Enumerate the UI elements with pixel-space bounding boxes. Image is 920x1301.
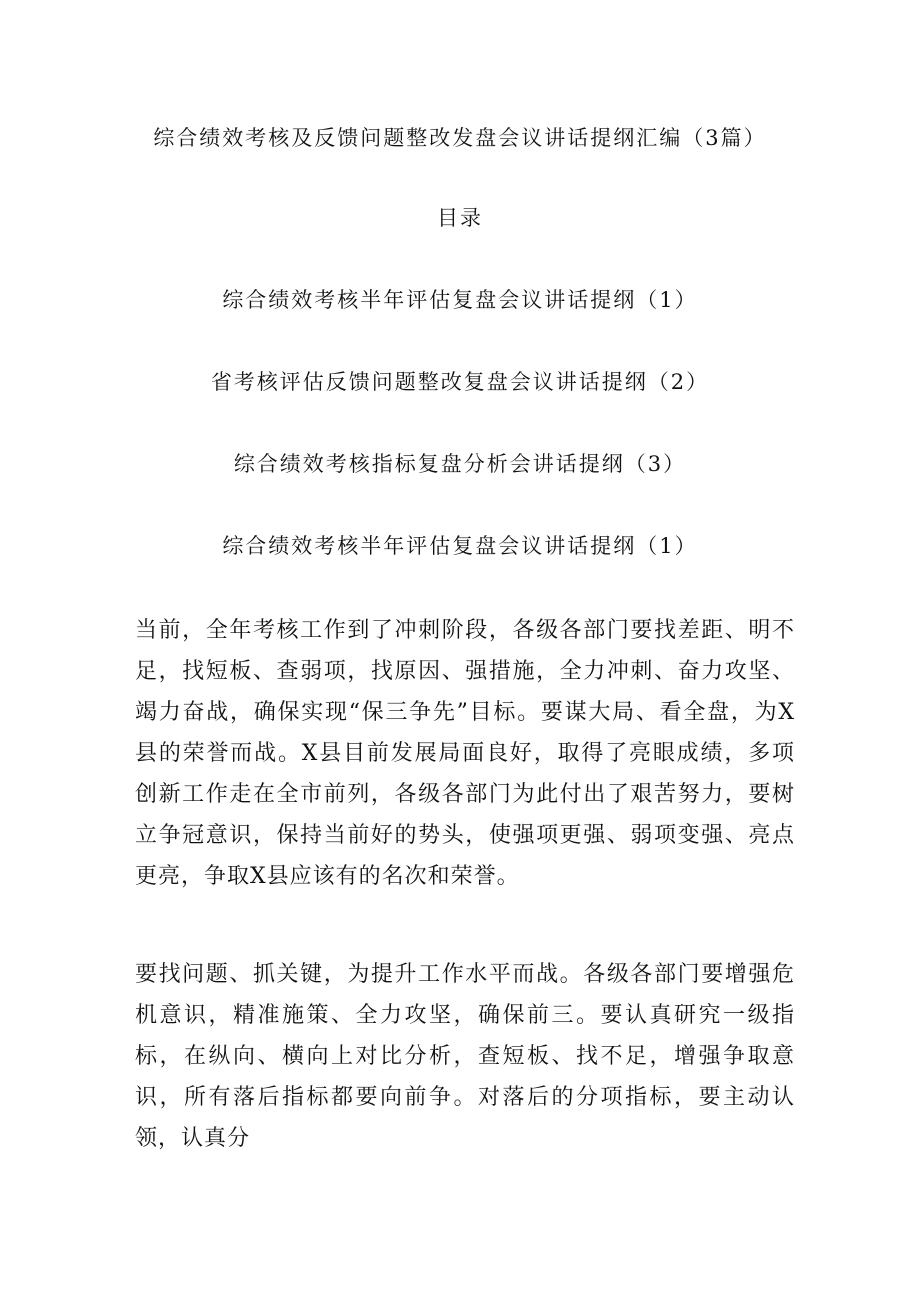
toc-heading: 目录 [437,206,483,230]
body-paragraph: 要找问题、抓关键，为提升工作水平而战。各级各部门要增强危机意识，精准施策、全力攻坚，确保前三。要认真研究一级指标，在纵向、横向上对比分析，查短板、找不足，增强争取意识，所有落后指标都要向前争。对落后的分项指标，要主动认领，认真分 [135,962,795,1151]
toc-item: 综合绩效考核半年评估复盘会议讲话提纲（1） [222,288,698,312]
section-title: 综合绩效考核半年评估复盘会议讲话提纲（1） [222,534,698,558]
toc-item: 省考核评估反馈问题整改复盘会议讲话提纲（2） [210,370,710,394]
toc-item: 综合绩效考核指标复盘分析会讲话提纲（3） [233,452,687,476]
body-paragraph: 当前，全年考核工作到了冲刺阶段，各级各部门要找差距、明不足，找短板、查弱项，找原因、强措施，全力冲刺、奋力攻坚、竭力奋战，确保实现“保三争先”目标。要谋大局、看全盘，为X县的荣誉而战。X县目前发展局面良好，取得了亮眼成绩，多项创新工作走在全市前列，各级各部门为此付出了艰苦努力，要树立争冠意识，保持当前好的势头，使强项更强、弱项变强、亮点更亮，争取X县应该有的名次和荣誉。 [135,618,795,889]
document-title: 综合绩效考核及反馈问题整改发盘会议讲话提纲汇编（3篇） [153,126,767,150]
